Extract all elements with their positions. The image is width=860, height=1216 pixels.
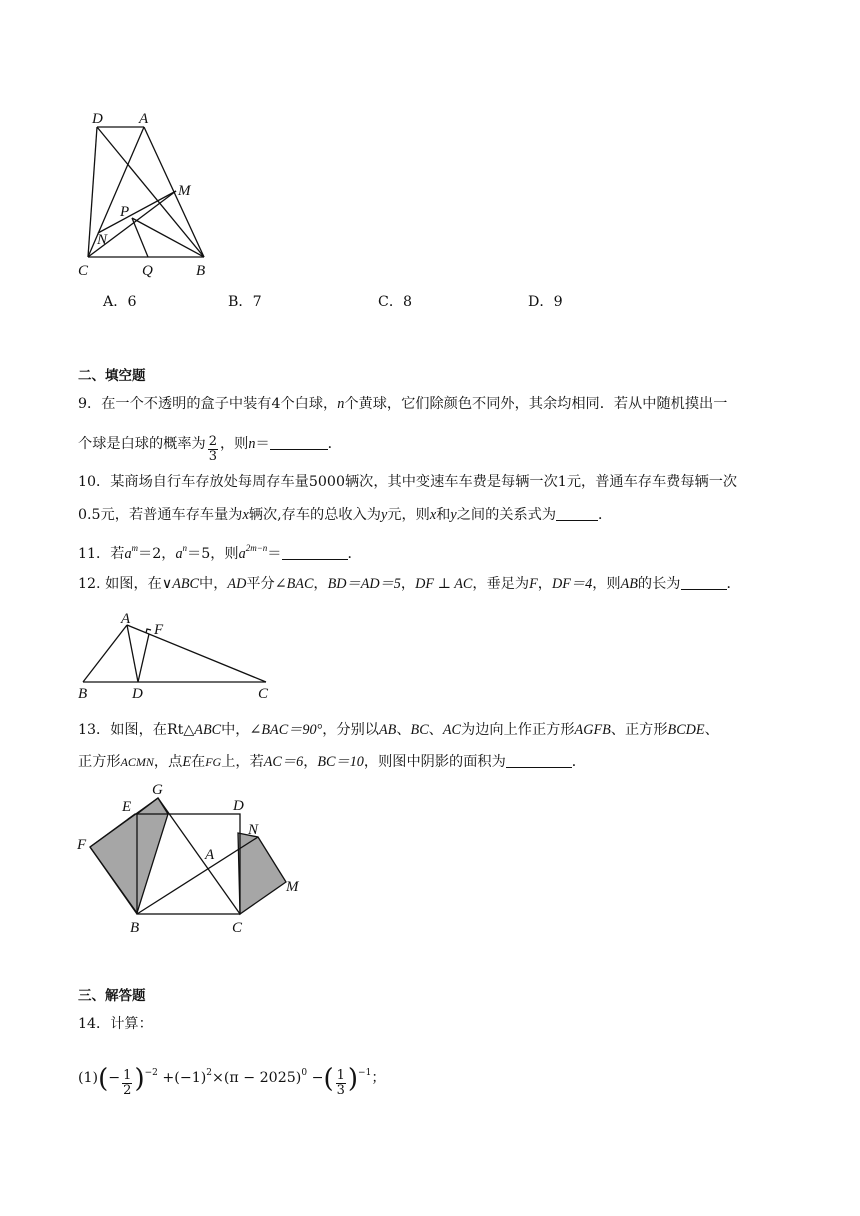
q9-line1: 9．在一个不透明的盒子中装有4个白球，n个黄球，它们除颜色不同外，其余均相同．若从中随机摸出一 [78, 396, 728, 412]
label-B: B [196, 263, 206, 279]
q14-expression: (1)(− $\frac{1}{2}$ )$^{-2} +(-1)^2\times(\pi - 2025)^0$ −( $\frac{1}{3}$ )$^{-1}$； [78, 1064, 386, 1098]
section-title-solutions: 三、解答题 [78, 988, 146, 1004]
label-D: D [132, 686, 143, 702]
q13-line2: 正方形ACMN，点E在FG上，若AC＝6，BC＝10，则图中阴影的面积为 ． [78, 754, 586, 770]
label-M: M [286, 879, 299, 895]
shaded-region-left [90, 798, 168, 913]
answer-blank-q13 [506, 753, 572, 768]
q12-line: 12. 如图，在∨ABC中，AD平分∠BAC，BD＝AD＝5，DF ⊥ AC，垂足为F，DF＝4，则AB的长为 ． [78, 576, 741, 592]
label-A: A [121, 611, 131, 627]
label-N: N [248, 822, 259, 838]
label-A: A [205, 847, 215, 863]
q10-line2: 0.5元，若普通车存车量为x辆次,存车的总收入为y元，则x和y之间的关系式为 ． [78, 507, 613, 523]
label-D: D [233, 798, 244, 814]
fraction-two-thirds: $\frac{2}{3}$ [208, 434, 217, 464]
figure-triangle-abc [70, 608, 290, 703]
option-c: C．8 [378, 294, 413, 310]
label-G: G [152, 782, 163, 798]
label-N: N [97, 232, 108, 248]
label-B: B [130, 920, 140, 936]
q13-line1: 13．如图，在Rt△ABC中，∠BAC＝90°，分别以AB、BC、AC为边向上作正方形AGFB、正方形BCDE、 [78, 722, 719, 738]
option-b: B．7 [228, 294, 262, 310]
answer-blank-q12 [681, 575, 727, 590]
label-P: P [120, 204, 130, 220]
answer-blank-q9 [270, 435, 328, 450]
section-title-fill-in: 二、填空题 [78, 368, 146, 384]
label-F: F [154, 622, 164, 638]
q14-title: 14．计算： [78, 1016, 153, 1032]
figure-quadrilateral-dacb [70, 105, 230, 285]
label-M: M [178, 183, 191, 199]
fraction-one-third: $\frac{1}{3}$ [336, 1068, 345, 1098]
label-C: C [232, 920, 243, 936]
label-E: E [122, 799, 132, 815]
label-C: C [78, 263, 89, 279]
q11-line: 11．若$a^m=2$，$a^n=5$，则$a^{2m-n}=$ ． [78, 543, 362, 562]
label-A: A [139, 111, 149, 127]
q10-line1: 10．某商场自行车存放处每周存车量5000辆次，其中变速车车费是每辆一次1元，普通车存车费每辆一次 [78, 474, 738, 490]
option-d: D．9 [528, 294, 563, 310]
label-B: B [78, 686, 88, 702]
fraction-one-half: $\frac{1}{2}$ [123, 1068, 132, 1098]
label-D: D [92, 111, 103, 127]
label-Q: Q [142, 263, 153, 279]
answer-blank-q10 [556, 506, 598, 521]
q9-line2: 个球是白球的概率为 $\frac{2}{3}$ ，则n＝ ． [78, 434, 342, 464]
label-C: C [258, 686, 269, 702]
answer-blank-q11 [282, 545, 348, 560]
figure-squares-on-triangle [70, 778, 320, 938]
label-F: F [77, 837, 87, 853]
option-a: A．6 [103, 294, 137, 310]
